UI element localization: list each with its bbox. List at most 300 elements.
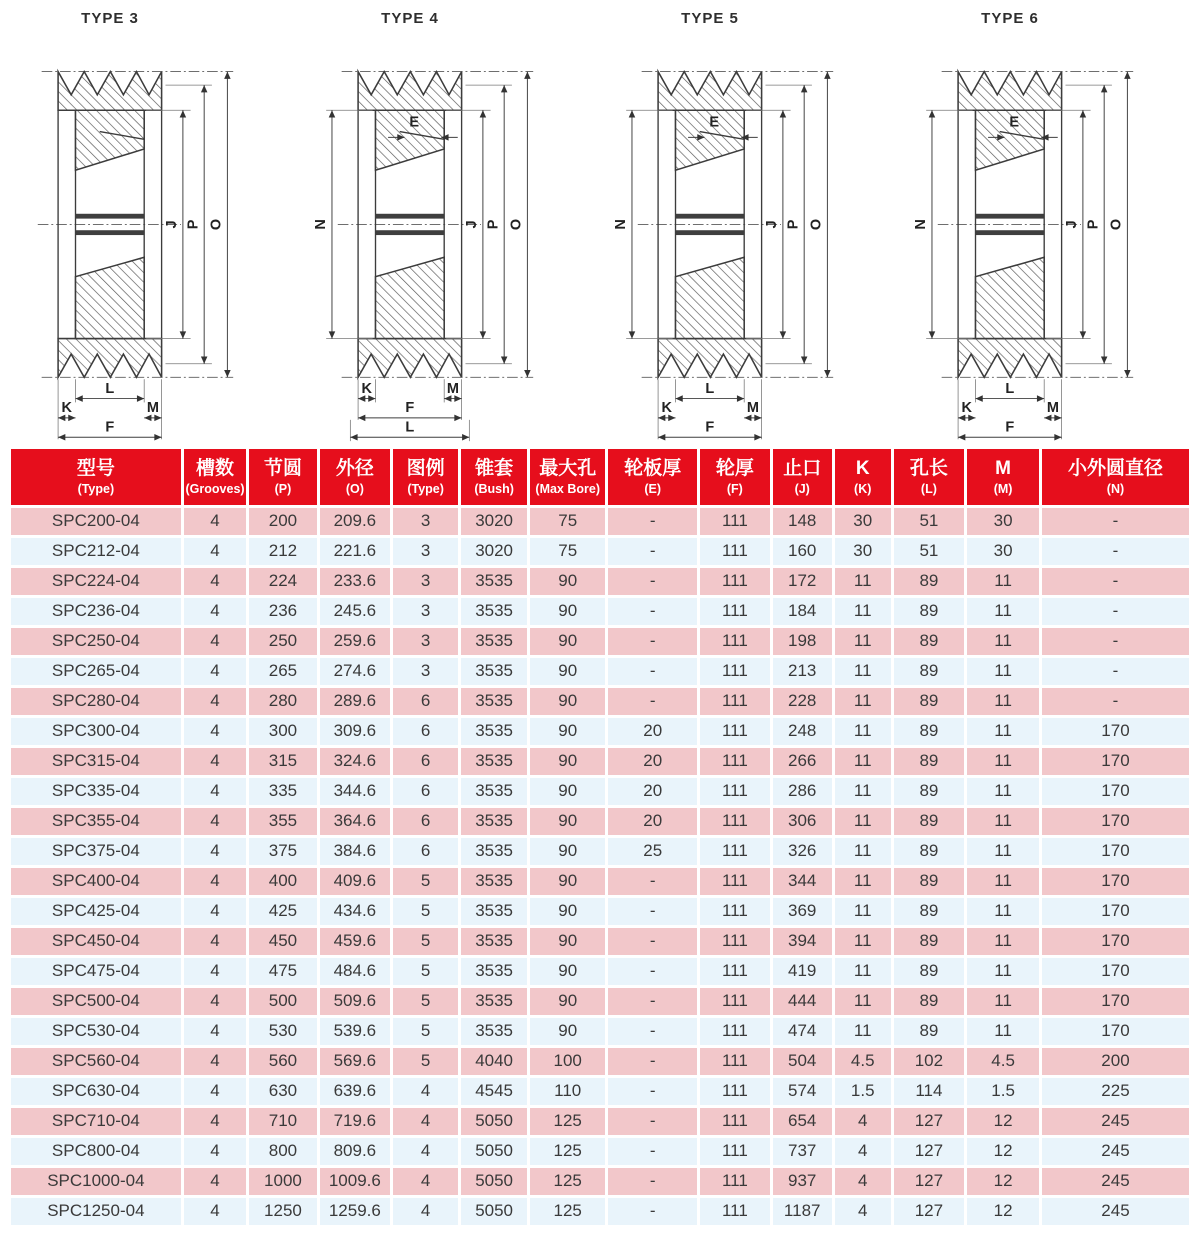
bore-line — [676, 214, 745, 219]
cell: 170 — [1042, 1018, 1189, 1045]
cell: 89 — [894, 868, 965, 895]
cell: - — [608, 958, 697, 985]
diagram-title: TYPE 3 — [81, 10, 139, 27]
cell: 89 — [894, 718, 965, 745]
cell: 3535 — [461, 628, 527, 655]
cell: 274.6 — [320, 658, 391, 685]
cell: 111 — [700, 1048, 769, 1075]
cell: SPC236-04 — [11, 598, 181, 625]
cell: 233.6 — [320, 568, 391, 595]
cell: 100 — [530, 1048, 605, 1075]
cell: 355 — [249, 808, 316, 835]
cell: - — [1042, 658, 1189, 685]
pulley-drawing — [0, 29, 300, 445]
pulley-top-rim — [658, 72, 762, 111]
cell: 184 — [773, 598, 832, 625]
hub-lower-section — [76, 257, 145, 338]
dim-label: J — [1064, 220, 1081, 229]
cell: 11 — [835, 988, 891, 1015]
dim-label: P — [185, 219, 202, 230]
cell: 90 — [530, 778, 605, 805]
cell: 5 — [393, 898, 458, 925]
cell: 3535 — [461, 898, 527, 925]
cell: 90 — [530, 718, 605, 745]
cell: 111 — [700, 898, 769, 925]
bore-line — [76, 230, 145, 235]
cell: 160 — [773, 538, 832, 565]
cell: 111 — [700, 868, 769, 895]
cell: 11 — [835, 658, 891, 685]
cell: 111 — [700, 1138, 769, 1165]
table-row — [11, 628, 1189, 655]
dim-label: K — [361, 380, 373, 397]
cell: 3535 — [461, 658, 527, 685]
cell: 125 — [530, 1168, 605, 1195]
cell: 3535 — [461, 838, 527, 865]
cell: 560 — [249, 1048, 316, 1075]
table-row — [11, 1138, 1189, 1165]
cell: 212 — [249, 538, 316, 565]
pulley-bottom-rim — [958, 339, 1062, 378]
dim-label: P — [485, 219, 502, 230]
cell: - — [608, 568, 697, 595]
cell: 3535 — [461, 928, 527, 955]
cell: 248 — [773, 718, 832, 745]
cell: 11 — [835, 628, 891, 655]
table-row — [11, 568, 1189, 595]
table-header-row — [11, 449, 1189, 505]
cell: SPC250-04 — [11, 628, 181, 655]
cell: 475 — [249, 958, 316, 985]
cell: 30 — [967, 508, 1039, 535]
cell: 250 — [249, 628, 316, 655]
cell: 1.5 — [967, 1078, 1039, 1105]
cell: 509.6 — [320, 988, 391, 1015]
cell: 6 — [393, 808, 458, 835]
cell: - — [1042, 628, 1189, 655]
diagram-title: TYPE 4 — [381, 10, 439, 27]
cell: 5 — [393, 958, 458, 985]
cell: 300 — [249, 718, 316, 745]
cell: 710 — [249, 1108, 316, 1135]
table-row — [11, 928, 1189, 955]
table-row — [11, 778, 1189, 805]
cell: 4 — [184, 868, 247, 895]
cell: 324.6 — [320, 748, 391, 775]
cell: 4 — [835, 1168, 891, 1195]
cell: SPC630-04 — [11, 1078, 181, 1105]
cell: 3535 — [461, 778, 527, 805]
table-row — [11, 1168, 1189, 1195]
cell: 3535 — [461, 568, 527, 595]
cell: 309.6 — [320, 718, 391, 745]
cell: 111 — [700, 928, 769, 955]
cell: SPC1000-04 — [11, 1168, 181, 1195]
cell: 800 — [249, 1138, 316, 1165]
cell: 5050 — [461, 1138, 527, 1165]
cell: 266 — [773, 748, 832, 775]
cell: 394 — [773, 928, 832, 955]
cell: 3535 — [461, 868, 527, 895]
cell: 20 — [608, 808, 697, 835]
cell: 306 — [773, 808, 832, 835]
cell: 5050 — [461, 1198, 527, 1225]
cell: - — [608, 658, 697, 685]
cell: - — [1042, 508, 1189, 535]
cell: 1250 — [249, 1198, 316, 1225]
cell: 3 — [393, 658, 458, 685]
cell: 111 — [700, 688, 769, 715]
table-row — [11, 958, 1189, 985]
cell: 11 — [967, 598, 1039, 625]
cell: 110 — [530, 1078, 605, 1105]
cell: SPC265-04 — [11, 658, 181, 685]
bore-line — [76, 214, 145, 219]
table-row — [11, 598, 1189, 625]
cell: 125 — [530, 1198, 605, 1225]
cell: 4 — [184, 988, 247, 1015]
dim-label: O — [808, 218, 825, 231]
cell: 125 — [530, 1138, 605, 1165]
cell: 30 — [967, 538, 1039, 565]
cell: 89 — [894, 928, 965, 955]
cell: 344 — [773, 868, 832, 895]
cell: 245 — [1042, 1198, 1189, 1225]
cell: 4 — [184, 1138, 247, 1165]
cell: 170 — [1042, 808, 1189, 835]
dim-label: F — [1005, 419, 1015, 436]
cell: 569.6 — [320, 1048, 391, 1075]
cell: SPC450-04 — [11, 928, 181, 955]
cell: 4 — [184, 898, 247, 925]
cell: 11 — [967, 808, 1039, 835]
cell: 89 — [894, 838, 965, 865]
cell: - — [1042, 568, 1189, 595]
cell: 3535 — [461, 988, 527, 1015]
cell: 326 — [773, 838, 832, 865]
cell: - — [1042, 538, 1189, 565]
cell: 4 — [184, 568, 247, 595]
dim-label: F — [405, 400, 415, 417]
cell: 25 — [608, 838, 697, 865]
cell: 89 — [894, 628, 965, 655]
cell: 639.6 — [320, 1078, 391, 1105]
table-row — [11, 718, 1189, 745]
pulley-diagram-type-4 — [300, 6, 600, 446]
cell: 51 — [894, 538, 965, 565]
cell: - — [608, 1168, 697, 1195]
cell: 90 — [530, 958, 605, 985]
dim-label-e: E — [709, 114, 720, 131]
cell: 375 — [249, 838, 316, 865]
diagram-title: TYPE 6 — [981, 10, 1039, 27]
cell: 737 — [773, 1138, 832, 1165]
dim-label: P — [1085, 219, 1102, 230]
cell: 809.6 — [320, 1138, 391, 1165]
cell: 654 — [773, 1108, 832, 1135]
dim-label: K — [961, 400, 973, 417]
pulley-drawing — [300, 29, 600, 445]
cell: 11 — [967, 898, 1039, 925]
dim-label: F — [705, 419, 715, 436]
dim-label: J — [464, 220, 481, 229]
cell: 419 — [773, 958, 832, 985]
cell: 364.6 — [320, 808, 391, 835]
cell: 11 — [835, 718, 891, 745]
cell: 228 — [773, 688, 832, 715]
cell: 111 — [700, 1108, 769, 1135]
cell: 3 — [393, 538, 458, 565]
cell: 200 — [1042, 1048, 1189, 1075]
pulley-drawing — [600, 29, 900, 445]
cell: 4 — [184, 1048, 247, 1075]
bore-line — [976, 214, 1045, 219]
cell: 3535 — [461, 808, 527, 835]
cell: 4.5 — [835, 1048, 891, 1075]
cell: 289.6 — [320, 688, 391, 715]
cell: 4 — [184, 718, 247, 745]
cell: 89 — [894, 748, 965, 775]
cell: SPC280-04 — [11, 688, 181, 715]
cell: 4 — [184, 1168, 247, 1195]
dim-label: O — [1108, 218, 1125, 231]
cell: 89 — [894, 958, 965, 985]
cell: 500 — [249, 988, 316, 1015]
cell: 5050 — [461, 1108, 527, 1135]
cell: SPC400-04 — [11, 868, 181, 895]
cell: 459.6 — [320, 928, 391, 955]
cell: 11 — [835, 928, 891, 955]
dim-label: M — [146, 400, 159, 417]
cell: 504 — [773, 1048, 832, 1075]
cell: 11 — [835, 778, 891, 805]
cell: 90 — [530, 598, 605, 625]
cell: 170 — [1042, 838, 1189, 865]
table-row — [11, 508, 1189, 535]
cell: - — [608, 688, 697, 715]
cell: SPC475-04 — [11, 958, 181, 985]
dim-label: L — [705, 380, 715, 397]
cell: 4 — [184, 958, 247, 985]
cell: - — [608, 1018, 697, 1045]
cell: 11 — [967, 688, 1039, 715]
cell: 5 — [393, 988, 458, 1015]
cell: 369 — [773, 898, 832, 925]
cell: 89 — [894, 688, 965, 715]
cell: 30 — [835, 508, 891, 535]
cell: 11 — [835, 958, 891, 985]
cell: 11 — [967, 718, 1039, 745]
hub-lower-section — [376, 257, 445, 338]
cell: 111 — [700, 748, 769, 775]
cell: 90 — [530, 688, 605, 715]
cell: 90 — [530, 898, 605, 925]
cell: 11 — [835, 868, 891, 895]
pulley-bottom-rim — [58, 339, 162, 378]
cell: SPC800-04 — [11, 1138, 181, 1165]
cell: 1000 — [249, 1168, 316, 1195]
cell: 1259.6 — [320, 1198, 391, 1225]
cell: 1009.6 — [320, 1168, 391, 1195]
bore-line — [976, 230, 1045, 235]
cell: 4 — [393, 1198, 458, 1225]
cell: 224 — [249, 568, 316, 595]
cell: 12 — [967, 1138, 1039, 1165]
cell: 3020 — [461, 508, 527, 535]
cell: 4 — [835, 1138, 891, 1165]
cell: 5 — [393, 1018, 458, 1045]
cell: 111 — [700, 628, 769, 655]
column-header: 轮板厚 (E) — [608, 449, 697, 505]
cell: - — [608, 1138, 697, 1165]
cell: 5050 — [461, 1168, 527, 1195]
cell: 200 — [249, 508, 316, 535]
cell: SPC500-04 — [11, 988, 181, 1015]
table-row — [11, 688, 1189, 715]
cell: - — [608, 1078, 697, 1105]
cell: 400 — [249, 868, 316, 895]
dim-label: K — [61, 400, 73, 417]
cell: SPC224-04 — [11, 568, 181, 595]
pulley-diagrams-row — [0, 0, 1200, 446]
cell: 111 — [700, 778, 769, 805]
cell: 4545 — [461, 1078, 527, 1105]
cell: SPC200-04 — [11, 508, 181, 535]
cell: 4 — [393, 1108, 458, 1135]
dim-label: N — [613, 219, 630, 230]
dim-label: O — [208, 218, 225, 231]
cell: 225 — [1042, 1078, 1189, 1105]
cell: SPC335-04 — [11, 778, 181, 805]
cell: 11 — [967, 928, 1039, 955]
pulley-drawing — [900, 29, 1200, 445]
cell: 335 — [249, 778, 316, 805]
spec-table — [8, 446, 1192, 1228]
cell: 111 — [700, 958, 769, 985]
diagram-title: TYPE 5 — [681, 10, 739, 27]
dim-label: M — [746, 400, 759, 417]
cell: 409.6 — [320, 868, 391, 895]
dim-label: L — [405, 419, 415, 436]
cell: 127 — [894, 1168, 965, 1195]
cell: - — [608, 628, 697, 655]
cell: 4 — [184, 928, 247, 955]
cell: 90 — [530, 658, 605, 685]
cell: 11 — [967, 958, 1039, 985]
cell: 1.5 — [835, 1078, 891, 1105]
cell: - — [608, 928, 697, 955]
cell: 3 — [393, 628, 458, 655]
cell: 245 — [1042, 1168, 1189, 1195]
cell: 280 — [249, 688, 316, 715]
cell: 3535 — [461, 958, 527, 985]
cell: 111 — [700, 658, 769, 685]
cell: - — [608, 868, 697, 895]
table-row — [11, 1198, 1189, 1225]
cell: 236 — [249, 598, 316, 625]
cell: 4.5 — [967, 1048, 1039, 1075]
cell: 111 — [700, 718, 769, 745]
dim-label: L — [1005, 380, 1015, 397]
cell: 450 — [249, 928, 316, 955]
table-row — [11, 988, 1189, 1015]
column-header: 图例 (Type) — [393, 449, 458, 505]
cell: 111 — [700, 538, 769, 565]
cell: 3535 — [461, 718, 527, 745]
cell: 89 — [894, 598, 965, 625]
cell: 4 — [184, 598, 247, 625]
column-header: 外径 (O) — [320, 449, 391, 505]
cell: 170 — [1042, 778, 1189, 805]
cell: 102 — [894, 1048, 965, 1075]
cell: 3 — [393, 598, 458, 625]
table-row — [11, 868, 1189, 895]
hub-lower-section — [976, 257, 1045, 338]
cell: 89 — [894, 1018, 965, 1045]
cell: 245.6 — [320, 598, 391, 625]
cell: 11 — [967, 868, 1039, 895]
dim-label: J — [164, 220, 181, 229]
cell: 245 — [1042, 1138, 1189, 1165]
cell: 425 — [249, 898, 316, 925]
cell: - — [1042, 598, 1189, 625]
cell: 111 — [700, 568, 769, 595]
cell: 20 — [608, 718, 697, 745]
cell: 90 — [530, 628, 605, 655]
cell: SPC1250-04 — [11, 1198, 181, 1225]
cell: 344.6 — [320, 778, 391, 805]
cell: 11 — [967, 658, 1039, 685]
cell: 51 — [894, 508, 965, 535]
cell: 4 — [184, 1018, 247, 1045]
cell: 3 — [393, 568, 458, 595]
cell: 90 — [530, 988, 605, 1015]
cell: 170 — [1042, 718, 1189, 745]
cell: 89 — [894, 808, 965, 835]
cell: 11 — [835, 838, 891, 865]
cell: 4 — [184, 1108, 247, 1135]
cell: 259.6 — [320, 628, 391, 655]
cell: 11 — [967, 748, 1039, 775]
cell: 12 — [967, 1198, 1039, 1225]
cell: 3535 — [461, 1018, 527, 1045]
cell: SPC710-04 — [11, 1108, 181, 1135]
pulley-bottom-rim — [658, 339, 762, 378]
table-row — [11, 538, 1189, 565]
cell: 6 — [393, 748, 458, 775]
cell: 172 — [773, 568, 832, 595]
dim-label: J — [764, 220, 781, 229]
cell: 114 — [894, 1078, 965, 1105]
column-header: 止口 (J) — [773, 449, 832, 505]
cell: 170 — [1042, 898, 1189, 925]
cell: 11 — [835, 568, 891, 595]
cell: 11 — [835, 688, 891, 715]
table-row — [11, 1078, 1189, 1105]
cell: 75 — [530, 508, 605, 535]
cell: 11 — [835, 598, 891, 625]
cell: 11 — [835, 1018, 891, 1045]
hub-upper-section — [76, 110, 145, 170]
column-header: 槽数 (Grooves) — [184, 449, 247, 505]
table-row — [11, 808, 1189, 835]
table-row — [11, 748, 1189, 775]
cell: 484.6 — [320, 958, 391, 985]
cell: 4 — [393, 1138, 458, 1165]
cell: 89 — [894, 568, 965, 595]
cell: 4 — [184, 808, 247, 835]
cell: 11 — [967, 568, 1039, 595]
